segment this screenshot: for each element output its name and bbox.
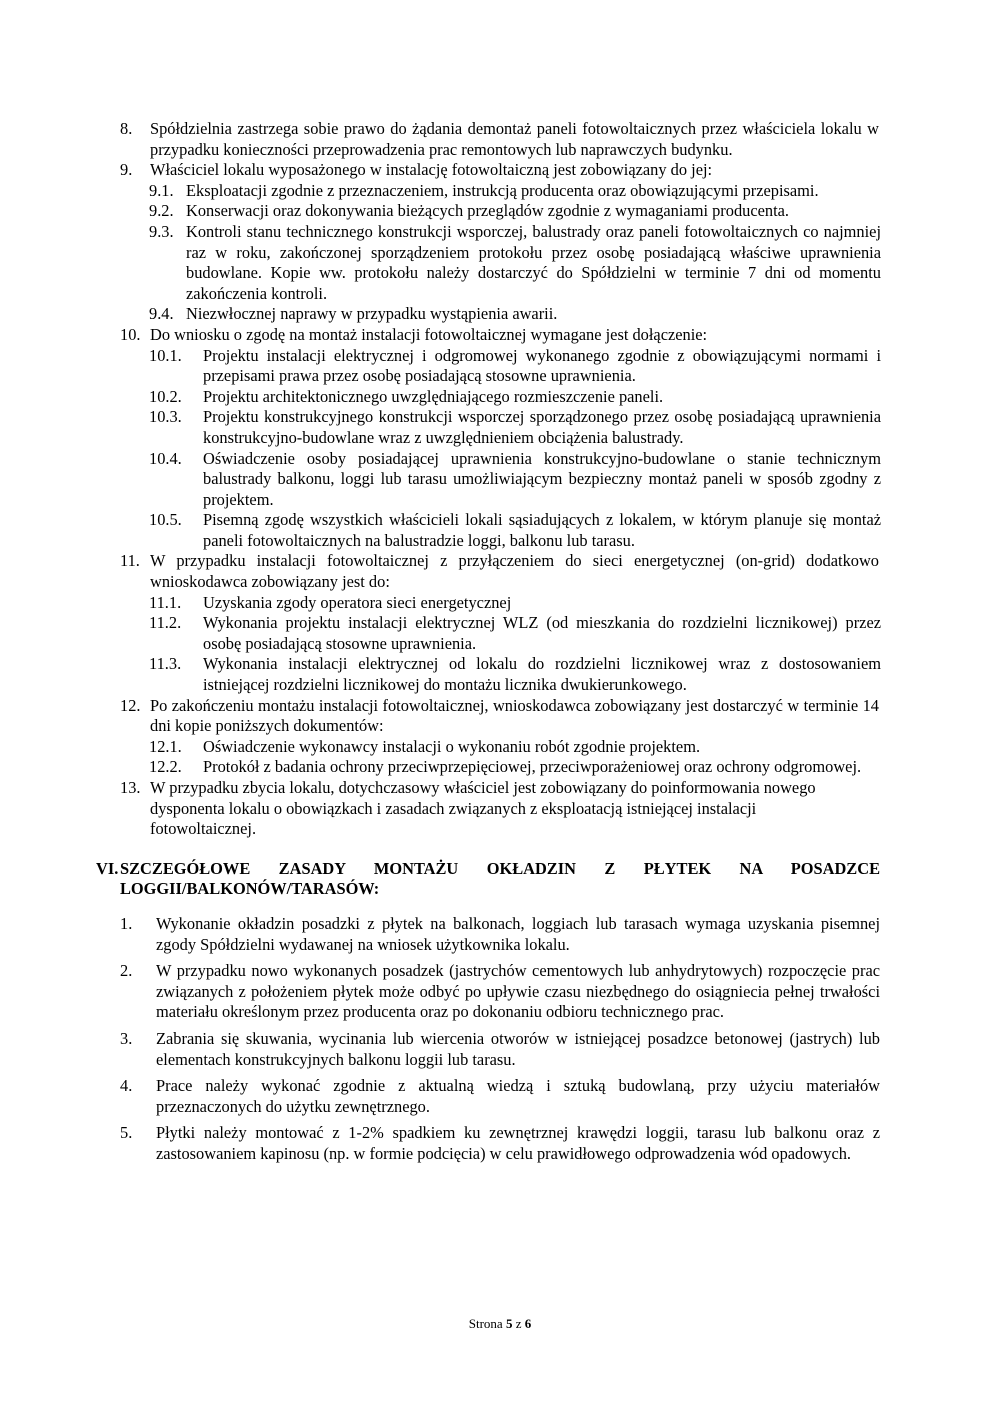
footer-total-pages: 6 xyxy=(524,1316,532,1331)
list-subitem xyxy=(149,222,881,304)
item-text: Prace należy wykonać zgodnie z aktualną wiedzą i sztuką budowlaną, przy użyciu materiałów przeznaczonych do użytku zewnętrznego. xyxy=(156,1076,880,1116)
item-text: Pisemną zgodę wszystkich właścicieli lokali sąsiadujących z lokalem, w którym planuje się montaż paneli fotowoltaicznych na balustradzie loggi, balkonu lub tarasu. xyxy=(203,510,881,550)
item-number: 5. xyxy=(120,1123,133,1143)
item-number: 10.4. xyxy=(149,448,182,468)
list-item xyxy=(120,160,879,181)
item-number: 9.3. xyxy=(149,221,174,241)
item-text: Projektu architektonicznego uwzględniającego rozmieszczenie paneli. xyxy=(203,386,664,406)
item-number: 2. xyxy=(120,961,133,981)
list-subitem xyxy=(149,346,881,387)
list-item xyxy=(120,961,880,1023)
list-subitem xyxy=(149,510,881,551)
item-text: W przypadku zbycia lokalu, dotychczasowy właściciel jest zobowiązany do poinformowania nowego dysponenta lokalu o obowiązkach i zasadach związanych z eksploatacją istniejącej instalacji fotowoltaicznej. xyxy=(150,778,816,839)
item-number: 11. xyxy=(120,551,140,571)
item-text: Projektu instalacji elektrycznej i odgromowej wykonanego zgodnie z obowiązującymi normami i przepisami prawa przez osobę posiadającą stosowne uprawnienia. xyxy=(203,345,881,386)
list-subitem xyxy=(149,449,881,511)
item-text: Konserwacji oraz dokonywania bieżących przeglądów zgodnie z wymaganiami producenta. xyxy=(186,201,790,221)
footer-page-number: 5 xyxy=(505,1316,513,1331)
page-footer xyxy=(0,1314,1000,1335)
list-item xyxy=(120,325,879,346)
item-number: 9. xyxy=(120,160,133,180)
list-item xyxy=(120,1123,880,1164)
item-text: Spółdzielnia zastrzega sobie prawo do żądania demontaż paneli fotowoltaicznych przez właściciela lokalu w przypadku konieczności przeprowadzenia prac remontowych lub naprawczych budynku. xyxy=(150,119,879,159)
list-item xyxy=(120,551,879,592)
list-subitem xyxy=(149,737,881,758)
item-number: 11.3. xyxy=(149,654,182,674)
item-text: Eksploatacji zgodnie z przeznaczeniem, instrukcją producenta oraz obowiązującymi przepisami. xyxy=(186,180,819,200)
item-text: Do wniosku o zgodę na montaż instalacji fotowoltaicznej wymagane jest dołączenie: xyxy=(150,324,708,344)
list-subitem xyxy=(149,181,881,202)
item-text: Płytki należy montować z 1-2% spadkiem ku zewnętrznej krawędzi loggii, tarasu lub balkonu oraz z zastosowaniem kapinosu (np. w formie podcięcia) w celu prawidłowego odprowadzenia wód opadowych. xyxy=(156,1123,880,1163)
item-number: 3. xyxy=(120,1028,133,1048)
item-number: 13. xyxy=(120,778,141,797)
footer-prefix: Strona xyxy=(468,1316,503,1331)
item-number: 11.2. xyxy=(149,613,182,633)
item-number: 9.1. xyxy=(149,180,174,200)
item-number: 12.1. xyxy=(149,736,182,756)
item-text: Uzyskania zgody operatora sieci energetycznej xyxy=(203,592,512,612)
list-subitem xyxy=(149,757,881,778)
list-item xyxy=(120,696,879,737)
item-text: Wykonania instalacji elektrycznej od lokalu do rozdzielni licznikowej wraz z dostosowaniem istniejącej rozdzielni licznikowej do montażu licznika dwukierunkowego. xyxy=(203,654,881,695)
list-item xyxy=(120,1029,880,1070)
item-text: Wykonanie okładzin posadzki z płytek na balkonach, loggiach lub tarasach wymaga uzyskania pisemnej zgody Spółdzielni wydawanej na wniosek użytkownika lokalu. xyxy=(156,913,880,954)
list-item xyxy=(120,119,879,160)
page-content xyxy=(0,119,1000,1171)
list-item xyxy=(120,914,880,955)
item-text: Protokół z badania ochrony przeciwprzepięciowej, przeciwporażeniowej oraz ochrony odgromowej. xyxy=(203,757,862,777)
item-number: 9.4. xyxy=(149,304,174,324)
section-heading xyxy=(96,859,880,900)
item-text: Kontroli stanu technicznego konstrukcji wsporczej, balustrady oraz paneli fotowoltaicznych co najmniej raz w roku, zakończonej sporządzeniem protokołu przez osobę posiadającą właściwe uprawnienia budowlane. Kopie ww. protokołu należy dostarczyć do Spółdzielni w terminie 7 dni od momentu zakończenia kontroli. xyxy=(186,221,881,303)
item-text: Wykonania projektu instalacji elektrycznej WLZ (od mieszkania do rozdzielni licznikowej) przez osobę posiadającą stosowne uprawnienia. xyxy=(203,613,881,653)
list-subitem xyxy=(149,201,881,222)
item-number: 12.2. xyxy=(149,757,182,777)
item-text: Oświadczenie osoby posiadającej uprawnienia konstrukcyjno-budowlane o stanie technicznym balustrady balkonu, loggi lub tarasu umożliwiającym bezpieczny montaż paneli w sposób zgodny z projektem. xyxy=(203,448,881,509)
list-item xyxy=(120,1076,880,1117)
item-number: 8. xyxy=(120,119,133,138)
list-subitem xyxy=(149,654,881,695)
list-subitem xyxy=(149,613,881,654)
list-subitem xyxy=(149,593,881,614)
list-subitem xyxy=(149,304,881,325)
item-number: 11.1. xyxy=(149,592,182,612)
item-number: 4. xyxy=(120,1076,133,1096)
item-number: 10.1. xyxy=(149,345,182,365)
section-number: VI. xyxy=(96,858,119,878)
item-number: 10.5. xyxy=(149,510,182,530)
item-text: Właściciel lokalu wyposażonego w instalację fotowoltaiczną jest zobowiązany do jej: xyxy=(150,160,713,180)
item-number: 1. xyxy=(120,913,133,933)
item-text: Niezwłocznej naprawy w przypadku wystąpienia awarii. xyxy=(186,304,558,324)
item-number: 9.2. xyxy=(149,201,174,221)
item-text: Projektu konstrukcyjnego konstrukcji wsporczej sporządzonego przez osobę posiadającą uprawnienia konstrukcyjno-budowlane wraz z uwzględnieniem obciążenia balustrady. xyxy=(203,407,881,447)
footer-separator: z xyxy=(515,1316,522,1331)
item-text: Oświadczenie wykonawcy instalacji o wykonaniu robót zgodnie projektem. xyxy=(203,736,701,756)
item-number: 10.3. xyxy=(149,407,182,427)
item-number: 12. xyxy=(120,695,141,715)
section-title: SZCZEGÓŁOWE ZASADY MONTAŻU OKŁADZIN Z PŁYTEK NA POSADZCE LOGGII/BALKONÓW/TARASÓW: xyxy=(120,858,880,899)
item-number: 10.2. xyxy=(149,386,182,406)
item-text: Zabrania się skuwania, wycinania lub wiercenia otworów w istniejącej posadzce betonowej (jastrych) lub elementach konstrukcyjnych balkonu loggii lub tarasu. xyxy=(156,1028,880,1069)
list-item xyxy=(120,778,879,840)
list-subitem xyxy=(149,387,881,408)
item-text: W przypadku instalacji fotowoltaicznej z przyłączeniem do sieci energetycznej (on-grid) dodatkowo wnioskodawca zobowiązany jest do: xyxy=(150,551,879,592)
list-subitem xyxy=(149,407,881,448)
item-text: Po zakończeniu montażu instalacji fotowoltaicznej, wnioskodawca zobowiązany jest dostarczyć w terminie 14 dni kopie poniższych dokumentów: xyxy=(150,695,879,736)
item-text: W przypadku nowo wykonanych posadzek (jastrychów cementowych lub anhydrytowych) rozpoczęcie prac związanych z położeniem płytek może odbyć po upływie czasu niezbędnego do osiągniecia pełnej trwałości materiału określonym przez producenta oraz po dokonaniu odbioru technicznego prac. xyxy=(156,961,880,1022)
item-number: 10. xyxy=(120,324,141,344)
